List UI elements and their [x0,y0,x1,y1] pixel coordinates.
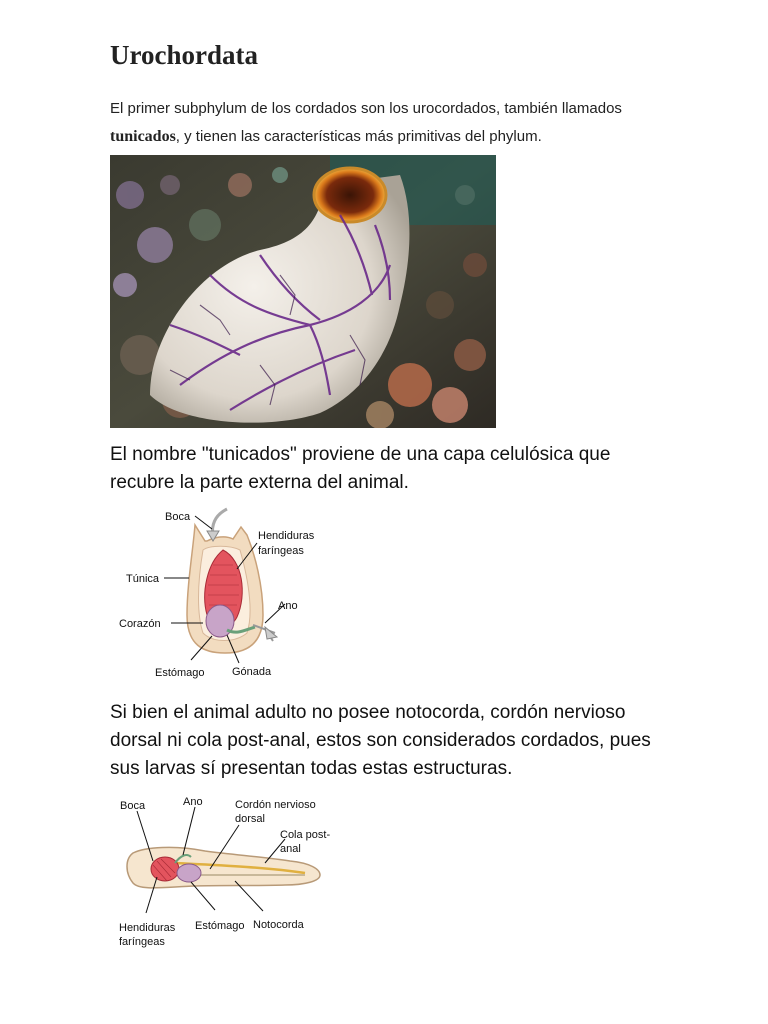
adult-label-estomago: Estómago [155,667,205,679]
larva-label-notocorda: Notocorda [253,919,304,931]
adult-label-tunica: Túnica [126,573,160,585]
larva-label-cordon-1: Cordón nervioso [235,799,316,811]
larva-label-boca: Boca [120,800,146,812]
intro-text-1: El primer subphylum de los cordados son los urocordados, también llamados [110,100,622,117]
adult-label-gonada: Gónada [232,666,272,678]
adult-label-hendiduras-1: Hendiduras [258,530,315,542]
larva-label-hendiduras-1: Hendiduras [119,922,176,934]
larva-paragraph: Si bien el animal adulto no posee notocorda, cordón nervioso dorsal ni cola post-anal, estos son considerados cordados, pues sus larvas sí presentan todas estas estructuras. [110,702,651,779]
page-title: Urochordata [110,40,258,70]
larva-label-cola-2: anal [280,843,301,855]
adult-tunicate-diagram [115,505,335,680]
larva-label-hendiduras-2: faríngeas [119,936,165,948]
adult-label-boca: Boca [165,511,191,523]
intro-bold-term: tunicados [110,128,176,145]
adult-label-corazon: Corazón [119,618,161,630]
tunicate-photo [110,155,496,428]
larva-label-cola-1: Cola post- [280,829,331,841]
tunic-paragraph: El nombre "tunicados" proviene de una capa celulósica que recubre la parte externa del animal. [110,444,611,493]
adult-label-ano: Ano [278,600,298,612]
larva-label-cordon-2: dorsal [235,813,265,825]
intro-paragraph [110,95,670,151]
intro-text-2: , y tienen las características más primitivas del phylum. [175,128,542,145]
adult-label-hendiduras-2: faríngeas [258,545,304,557]
larva-label-estomago: Estómago [195,920,245,932]
larva-label-ano: Ano [183,796,203,808]
larva-diagram [115,793,340,953]
